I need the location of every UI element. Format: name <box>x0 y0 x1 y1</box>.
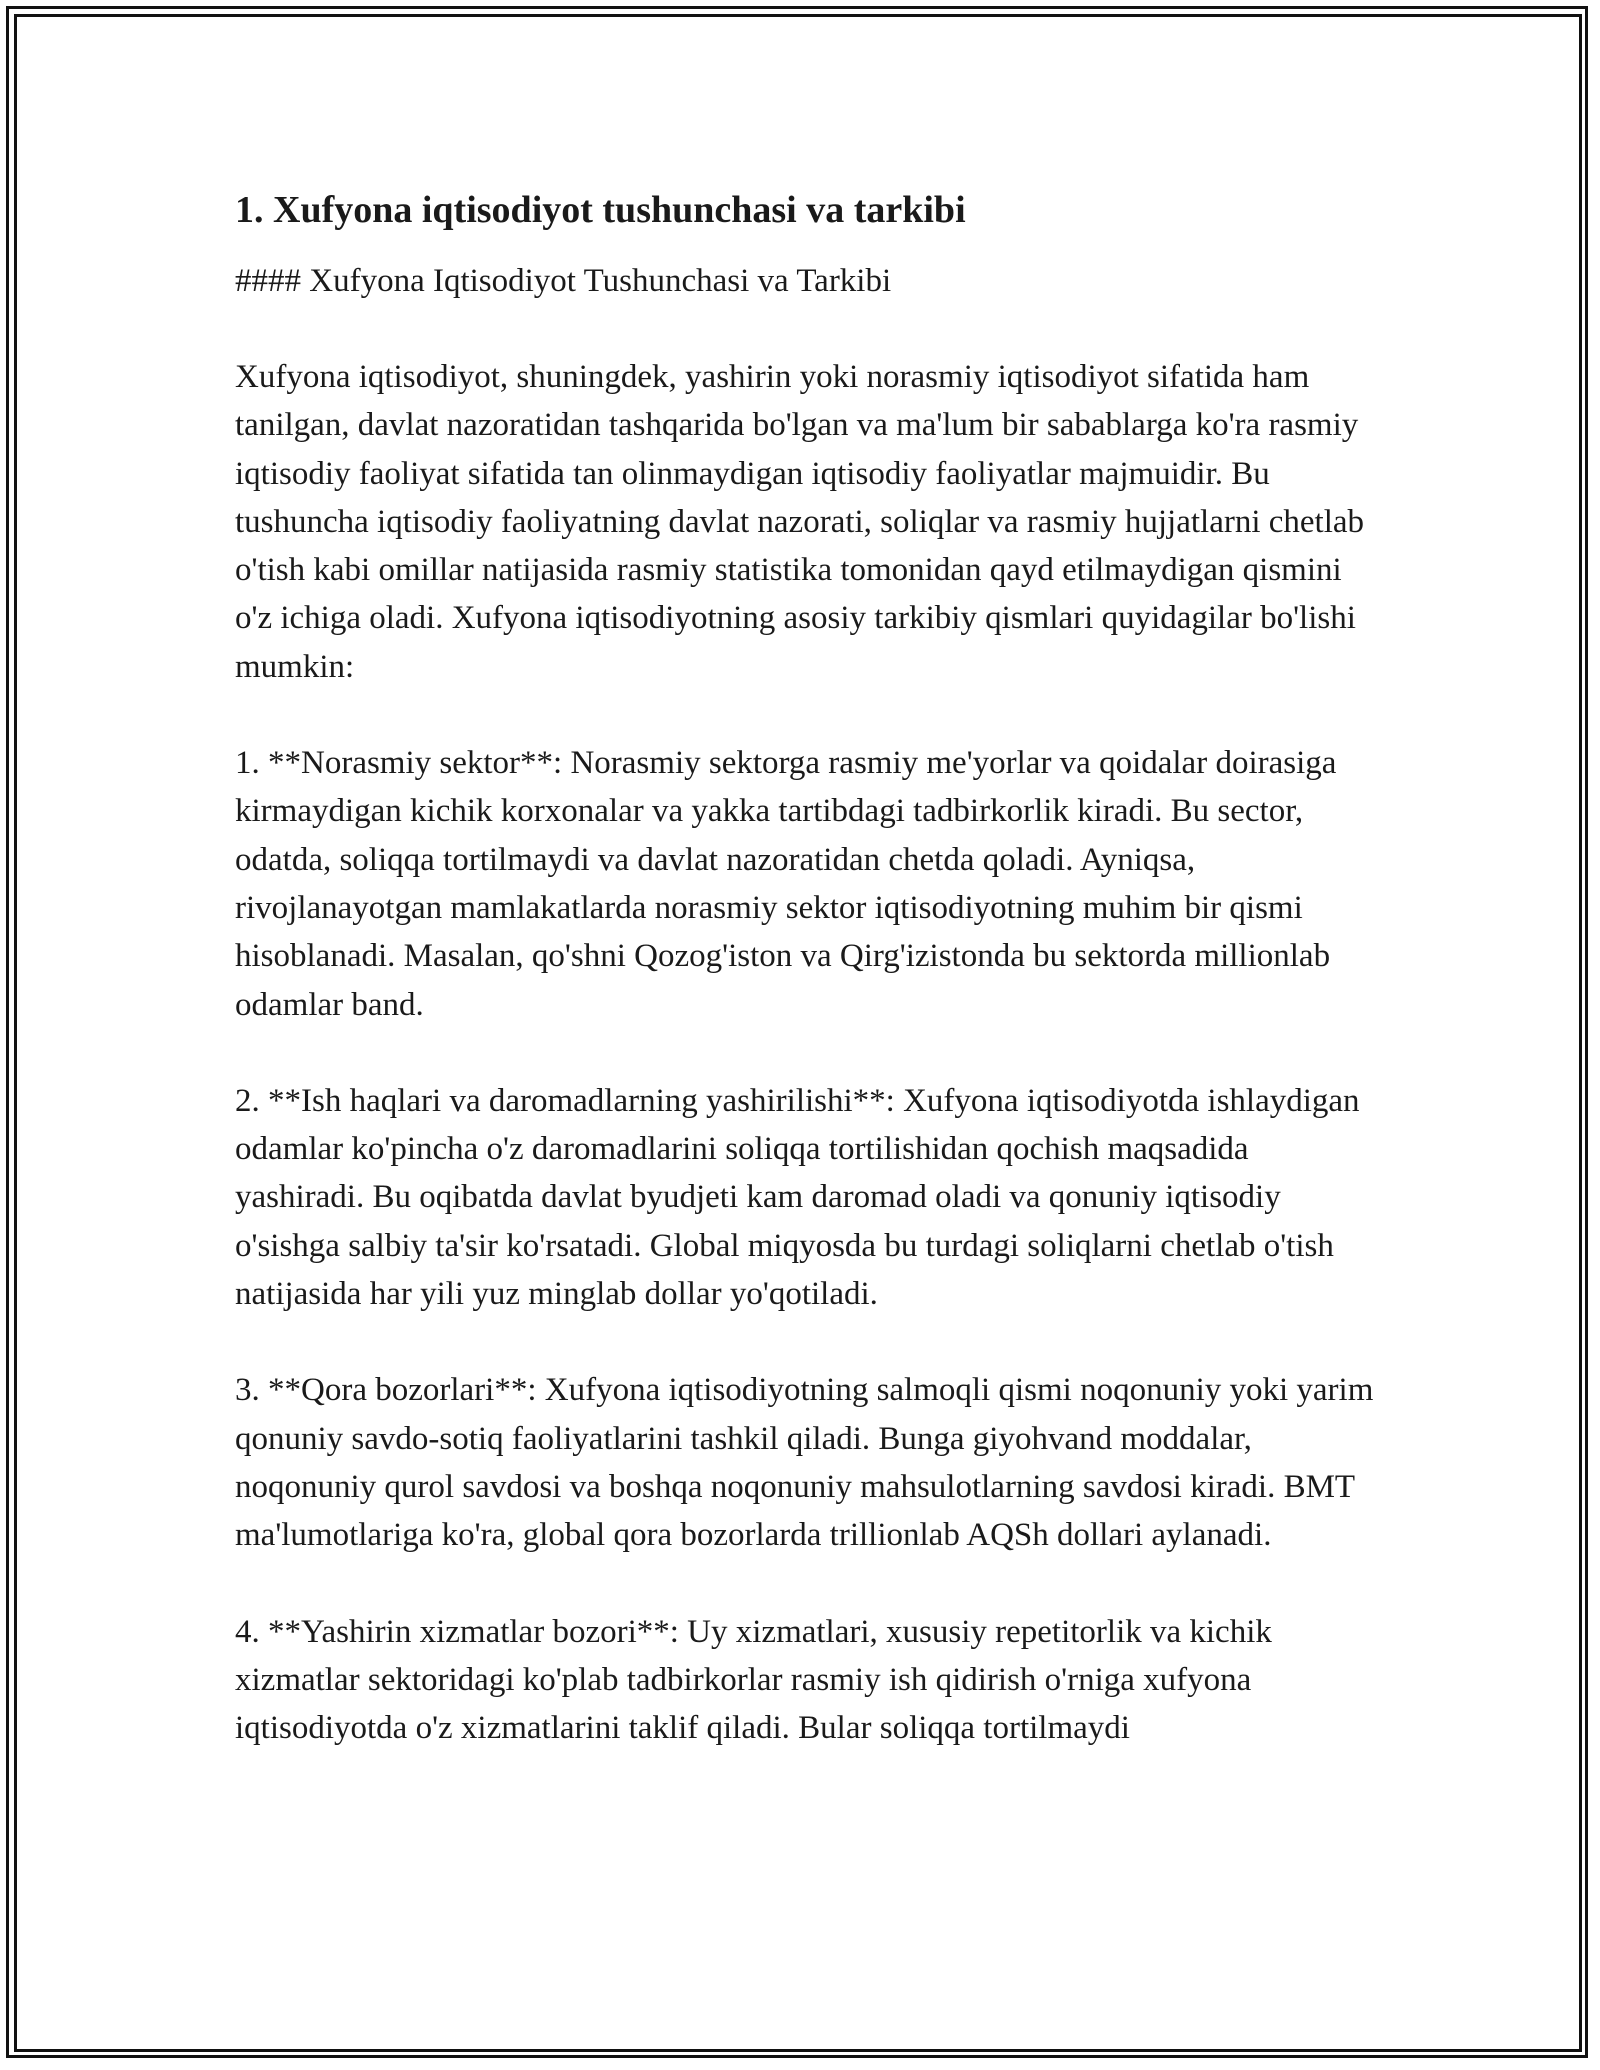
section-subheading: #### Xufyona Iqtisodiyot Tushunchasi va Tarkibi <box>235 263 892 299</box>
list-item-informal-sector: 1. **Norasmiy sektor**: Norasmiy sektorga rasmiy me'yorlar va qoidalar doirasiga kirmaydigan kichik korxonalar va yakka tartibdagi tadbirkorlik kiradi. Bu sector, odatda, soliqqa tortilmaydi va davlat nazoratidan chetda qoladi. Ayniqsa, rivojlanayotgan mamlakatlarda norasmiy sektor iqtisodiyotning muhim bir qismi hisoblanadi. Masalan, qo'shni Qozog'iston va Qirg'izistonda bu sektorda millionlab odamlar band. <box>235 745 1337 1023</box>
list-item-hidden-services: 4. **Yashirin xizmatlar bozori**: Uy xizmatlari, xususiy repetitorlik va kichik xizmatlar sektoridagi ko'plab tadbirkorlar rasmiy ish qidirish o'rniga xufyona iqtisodiyotda o'z xizmatlarini taklif qiladi. Bular soliqqa tortilmaydi <box>235 1613 1272 1747</box>
document-body <box>235 185 1375 1800</box>
intro-paragraph: Xufyona iqtisodiyot, shuningdek, yashirin yoki norasmiy iqtisodiyot sifatida ham tanilgan, davlat nazoratidan tashqarida bo'lgan va ma'lum bir sabablarga ko'ra rasmiy iqtisodiy faoliyat sifatida tan olinmaydigan iqtisodiy faoliyatlar majmuidir. Bu tushuncha iqtisodiy faoliyatning davlat nazorati, soliqlar va rasmiy hujjatlarni chetlab o'tish kabi omillar natijasida rasmiy statistika tomonidan qayd etilmaydigan qismini o'z ichiga oladi. Xufyona iqtisodiyotning asosiy tarkibiy qismlari quyidagilar bo'lishi mumkin: <box>235 359 1365 685</box>
list-item-black-markets: 3. **Qora bozorlari**: Xufyona iqtisodiyotning salmoqli qismi noqonuniy yoki yarim qonuniy savdo-sotiq faoliyatlarini tashkil qiladi. Bunga giyohvand moddalar, noqonuniy qurol savdosi va boshqa noqonuniy mahsulotlarning savdosi kiradi. BMT ma'lumotlariga ko'ra, global qora bozorlarda trillionlab AQSh dollari aylanadi. <box>235 1372 1374 1554</box>
document-title: 1. Xufyona iqtisodiyot tushunchasi va tarkibi <box>235 189 966 231</box>
list-item-hidden-income: 2. **Ish haqlari va daromadlarning yashirilishi**: Xufyona iqtisodiyotda ishlaydigan odamlar ko'pincha o'z daromadlarini soliqqa tortilishidan qochish maqsadida yashiradi. Bu oqibatda davlat byudjeti kam daromad oladi va qonuniy iqtisodiy o'sishga salbiy ta'sir ko'rsatadi. Global miqyosda bu turdagi soliqlarni chetlab o'tish natijasida har yili yuz minglab dollar yo'qotiladi. <box>235 1082 1360 1313</box>
